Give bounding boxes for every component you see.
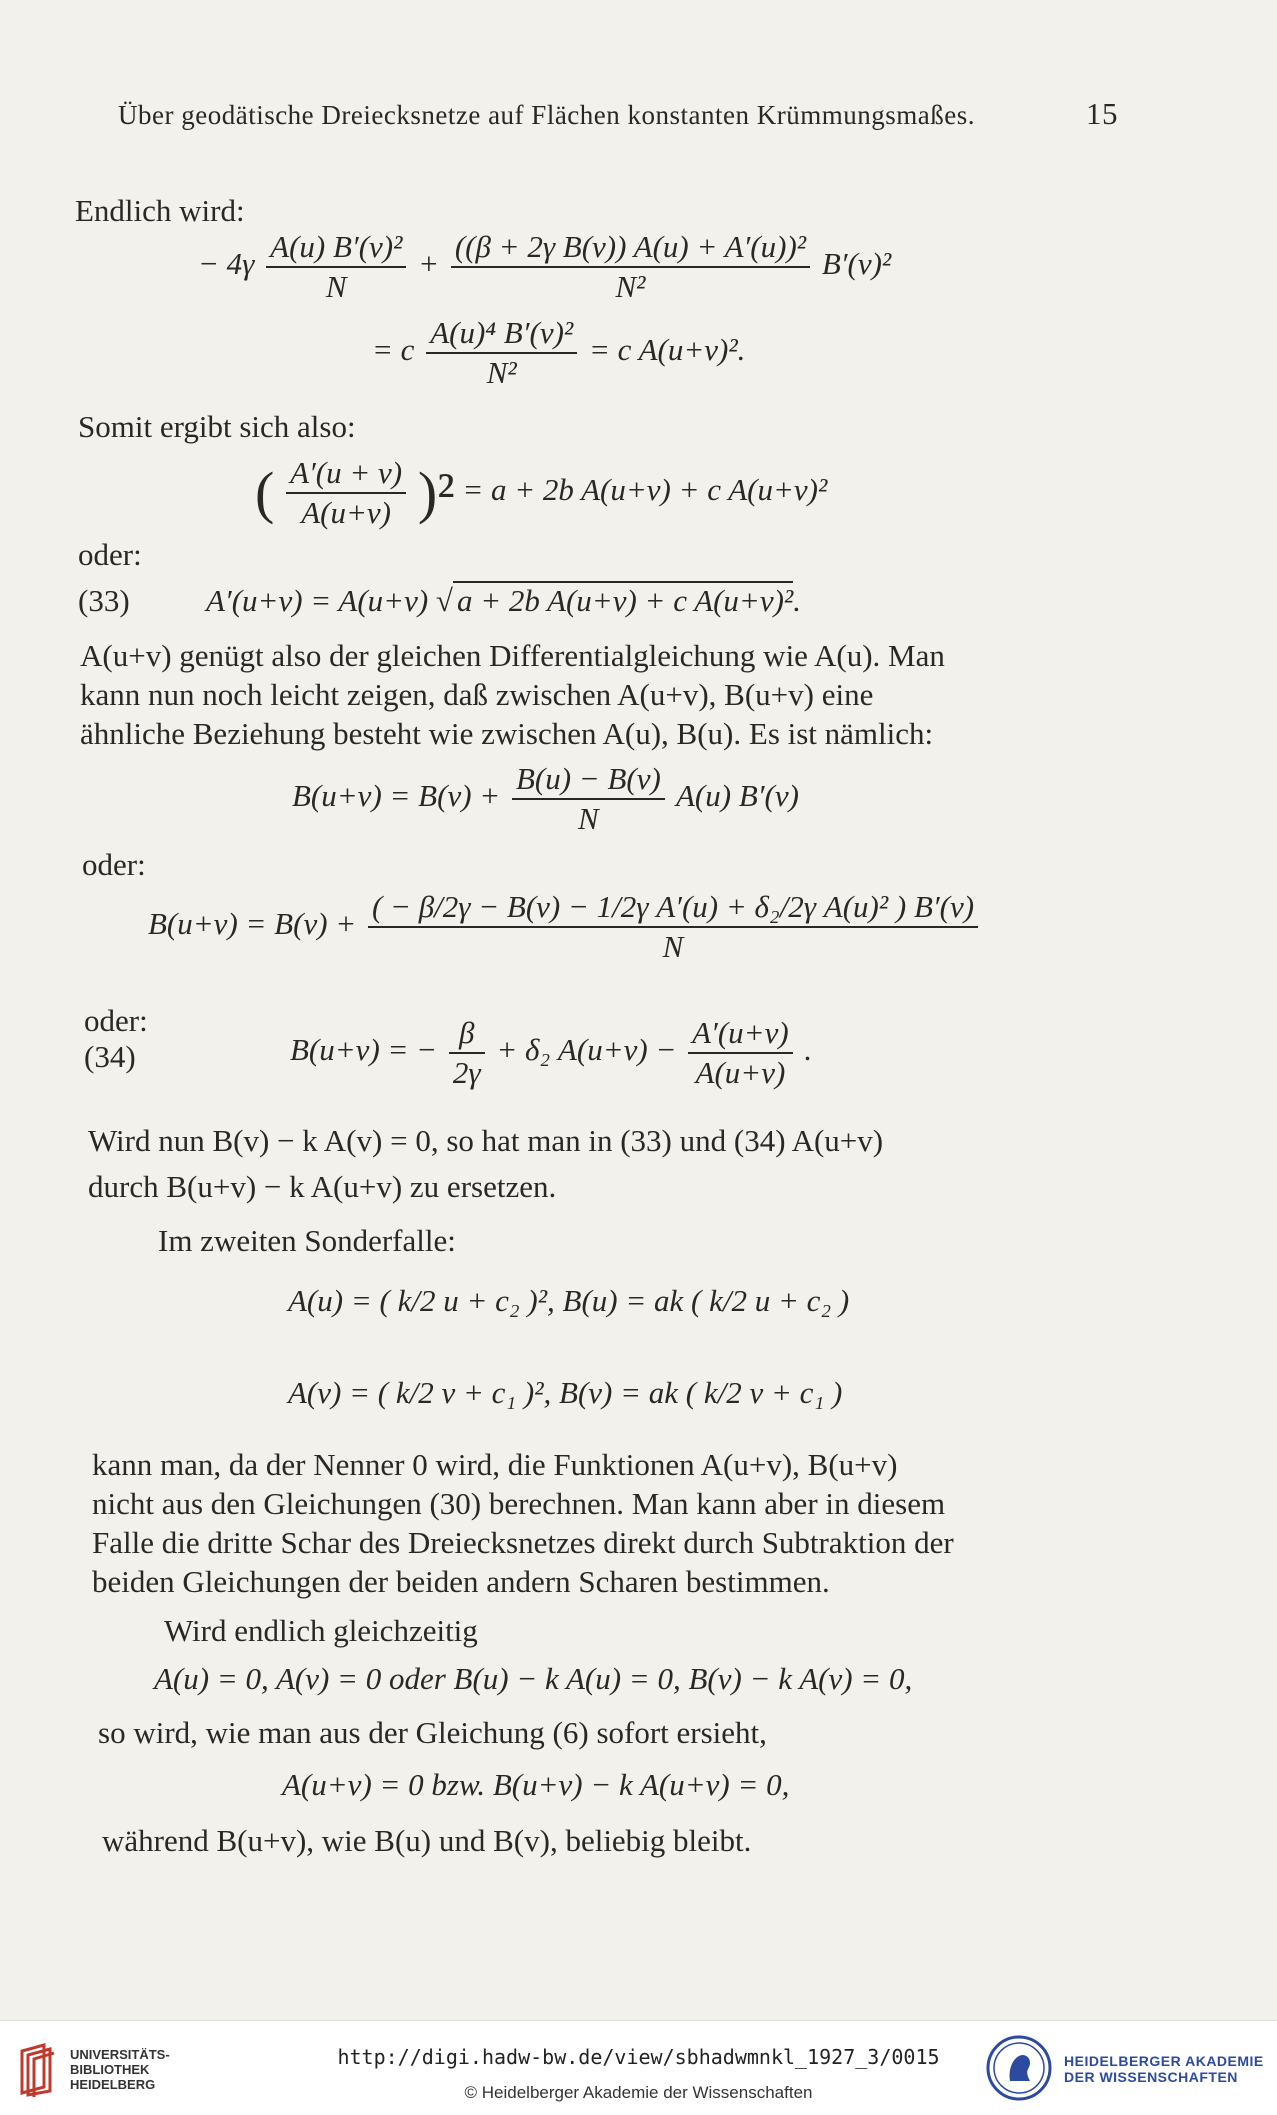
copyright-notice: © Heidelberger Akademie der Wissenschaften (464, 2083, 813, 2102)
paragraph-somit: Somit ergibt sich also: (78, 409, 356, 444)
eq33-body (206, 582, 801, 620)
eq3-open-paren: ( (255, 460, 275, 525)
paragraph-kann-3: Falle die dritte Schar des Dreiecksnetzes direkt durch Subtraktion der (92, 1525, 954, 1560)
equation-4 (292, 760, 799, 838)
eq1-fraction-2 (451, 228, 810, 306)
equation-9: A(u+v) = 0 bzw. B(u+v) − k A(u+v) = 0, (282, 1767, 790, 1802)
academy-line-1: HEIDELBERGER AKADEMIE (1064, 2053, 1264, 2069)
eq1-f2-denominator: N² (615, 269, 646, 304)
equation-5 (148, 888, 982, 966)
equation-2 (372, 314, 745, 392)
eq1-f2-numerator: ((β + 2γ B(v)) A(u) + A′(u))² (451, 228, 810, 268)
oder-1: oder: (78, 537, 142, 572)
library-line-1: UNIVERSITÄTS- (70, 2047, 170, 2062)
eq4-fraction (512, 760, 665, 838)
paragraph-wird-1: Wird nun B(v) − k A(v) = 0, so hat man in (33) und (34) A(u+v) (88, 1123, 884, 1158)
eq3-rhs: = a + 2b A(u+v) + c A(u+v)² (462, 472, 828, 508)
eq2-denominator: N² (486, 355, 517, 390)
paragraph-endlich-2: Wird endlich gleichzeitig (164, 1613, 478, 1648)
academy-name (1064, 2053, 1264, 2085)
library-line-2: BIBLIOTHEK (70, 2062, 150, 2077)
eq34-f2-numerator: A′(u+v) (688, 1014, 793, 1054)
eq34-body (290, 1014, 812, 1092)
eq34-label: (34) (84, 1039, 136, 1074)
eq5-fraction (368, 888, 978, 966)
source-url-link[interactable]: http://digi.hadw-bw.de/view/sbhadwmnkl_1927_3/0015 (337, 2045, 940, 2069)
eq34-f2-denominator: A(u+v) (695, 1055, 786, 1090)
eq33-end: . (793, 583, 801, 618)
paragraph-genuegt-3: ähnliche Beziehung besteht wie zwischen A(u), B(u). Es ist nämlich: (80, 716, 934, 751)
eq2-numerator: A(u)⁴ B′(v)² (426, 314, 577, 354)
eq3-fraction (286, 454, 406, 532)
page-number: 15 (1086, 96, 1118, 131)
eq34-fraction-2 (688, 1014, 793, 1092)
eq3-close-paren: )² (417, 460, 455, 525)
eq1-plus: + (418, 246, 440, 282)
academy-seal-icon (986, 2035, 1052, 2101)
eq2-prefix: = c (372, 332, 415, 368)
paragraph-wird-2: durch B(u+v) − k A(u+v) zu ersetzen. (88, 1169, 557, 1204)
eq34-end: . (804, 1032, 813, 1068)
paragraph-so-wird: so wird, wie man aus der Gleichung (6) sofort ersieht, (98, 1715, 767, 1750)
running-title: Über geodätische Dreiecksnetze auf Flächen konstanten Krümmungsmaßes. (118, 100, 975, 130)
eq3-numerator: A′(u + v) (286, 454, 406, 494)
eq1-fraction-1 (266, 228, 406, 306)
footer-bar (0, 2020, 1277, 2115)
eq4-denominator: N (578, 801, 599, 836)
paragraph-waehrend: während B(u+v), wie B(u) und B(v), beliebig bleibt. (102, 1823, 752, 1858)
eq34-lhs: B(u+v) = − (290, 1032, 438, 1068)
eq3-denominator: A(u+v) (301, 495, 391, 530)
oder-3: oder: (84, 1003, 148, 1038)
paragraph-genuegt-1: A(u+v) genügt also der gleichen Differentialgleichung wie A(u). Man (80, 638, 945, 673)
eq2-suffix: = c A(u+v)². (588, 332, 746, 368)
oder-2: oder: (82, 847, 146, 882)
eq4-numerator: B(u) − B(v) (512, 760, 665, 800)
equation-33 (78, 582, 801, 620)
eq33-radicand: a + 2b A(u+v) + c A(u+v)² (453, 581, 793, 618)
eq5-lhs: B(u+v) = B(v) + (148, 906, 357, 942)
eq34-f1-numerator: β (449, 1014, 485, 1054)
equation-6: A(u) = ( k/2 u + c₂ )², B(u) = ak ( k/2 u + c₂ ) (288, 1283, 850, 1318)
equation-3 (255, 454, 827, 532)
equation-1 (198, 228, 891, 306)
paragraph-genuegt-2: kann nun noch leicht zeigen, daß zwischen A(u+v), B(u+v) eine (80, 677, 874, 712)
academy-line-2: DER WISSENSCHAFTEN (1064, 2069, 1238, 2085)
eq33-lhs: A′(u+v) = A(u+v) √ (206, 583, 453, 618)
eq4-lhs: B(u+v) = B(v) + (292, 778, 501, 814)
library-line-3: HEIDELBERG (70, 2077, 156, 2092)
paragraph-kann-1: kann man, da der Nenner 0 wird, die Funktionen A(u+v), B(u+v) (92, 1447, 898, 1482)
eq1-f1-numerator: A(u) B′(v)² (266, 228, 406, 268)
paragraph-endlich: Endlich wird: (75, 193, 245, 228)
eq5-numerator: ( − β/2γ − B(v) − 1/2γ A′(u) + δ₂/2γ A(u)² ) B′(v) (368, 888, 978, 928)
eq33-label: (33) (78, 583, 130, 618)
equation-8: A(u) = 0, A(v) = 0 oder B(u) − k A(u) = 0, B(v) − k A(v) = 0, (154, 1661, 913, 1696)
eq34-fraction-1 (449, 1014, 485, 1092)
eq1-suffix: B′(v)² (821, 246, 892, 282)
running-header (118, 96, 1118, 131)
eq34-f1-denominator: 2γ (452, 1055, 481, 1090)
paragraph-kann-4: beiden Gleichungen der beiden andern Scharen bestimmen. (92, 1564, 830, 1599)
eq4-suffix: A(u) B′(v) (676, 778, 799, 814)
eq2-fraction (426, 314, 577, 392)
eq1-f1-denominator: N (325, 269, 347, 304)
paragraph-kann-2: nicht aus den Gleichungen (30) berechnen. Man kann aber in diesem (92, 1486, 946, 1521)
eq1-prefix: − 4γ (198, 246, 255, 282)
paragraph-im-zweiten: Im zweiten Sonderfalle: (158, 1223, 456, 1258)
eq5-denominator: N (662, 929, 684, 964)
equation-7: A(v) = ( k/2 v + c₁ )², B(v) = ak ( k/2 v + c₁ ) (288, 1375, 843, 1410)
eq34-middle: + δ₂ A(u+v) − (496, 1032, 677, 1068)
